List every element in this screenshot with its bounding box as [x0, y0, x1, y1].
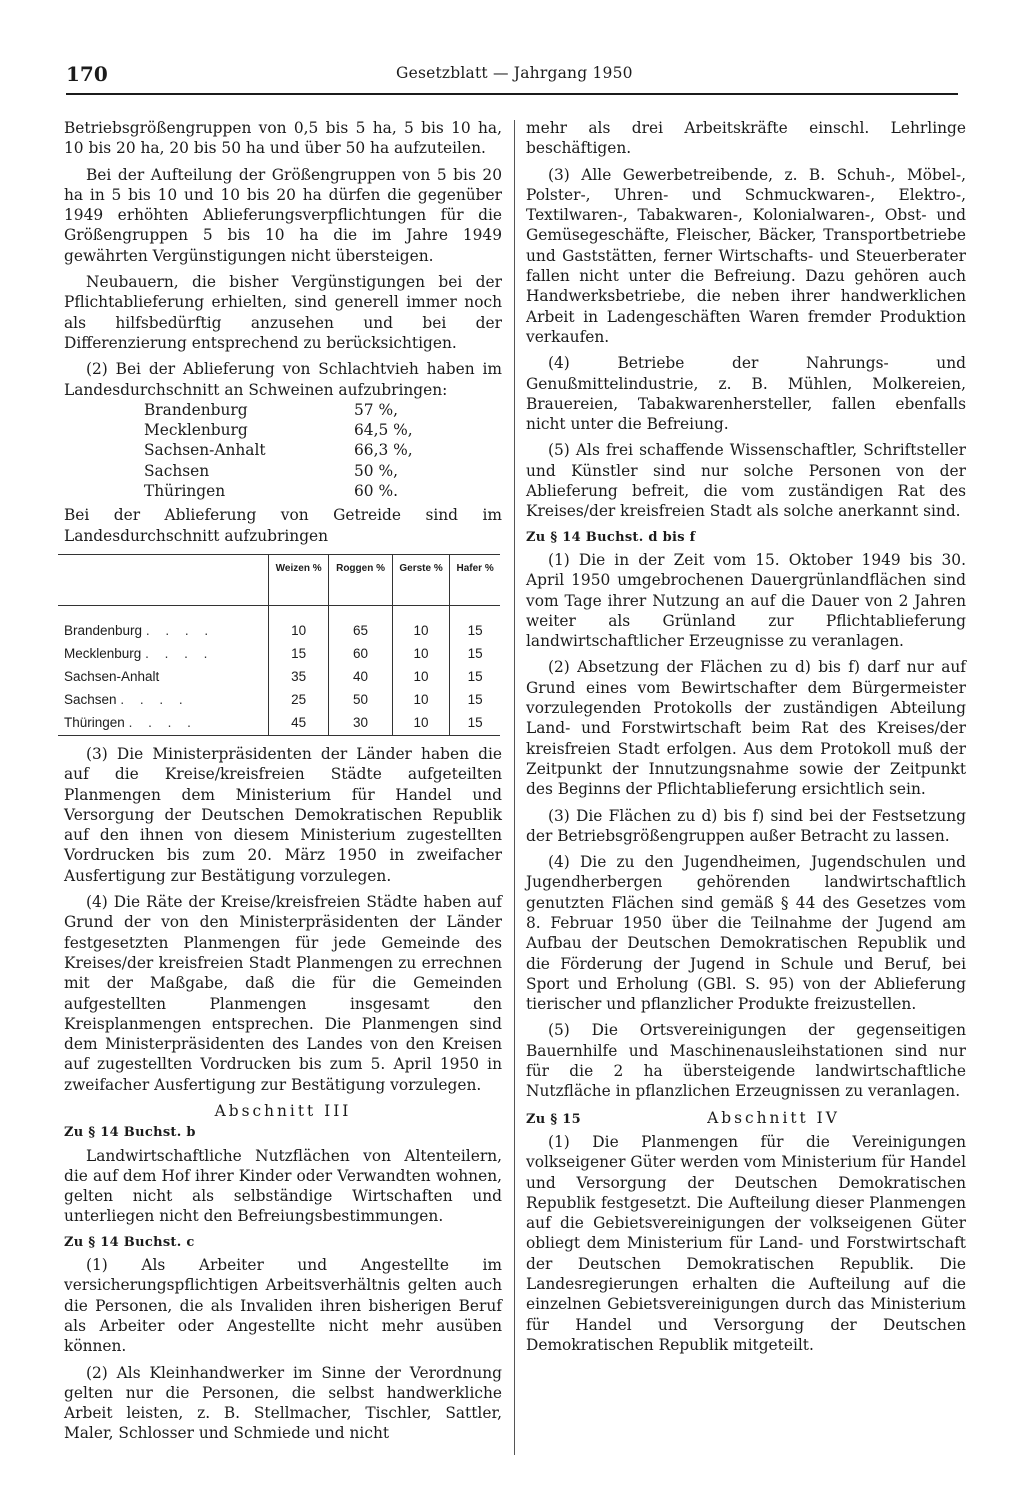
quota-value: 50 %,	[354, 461, 398, 480]
section-heading: Abschnitt III	[214, 1101, 352, 1120]
table-header-row	[58, 554, 500, 605]
page-header	[66, 62, 956, 92]
left-column	[64, 118, 502, 1450]
quota-value: 57 %,	[354, 400, 398, 419]
list-item	[144, 440, 502, 460]
paragraph: (2) Absetzung der Flächen zu d) bis f) darf nur auf Grund eines vom Bewirtschafter dem Bürgermeister vorzulegenden Protokolls der zuständigen Abteilung Land- und Forstwirtschaft beim Rat des Kreises/der kreisfreien Stadt erfolgen. Aus dem Protokoll muß der Zeitpunkt der Innutzungsnahme sowie der Zeitpunkt des Beginns der Pflichtablieferung ersichtlich sein.	[526, 658, 966, 799]
section-heading-row	[526, 1108, 966, 1130]
table-cell: 65	[329, 605, 393, 643]
land-name: Mecklenburg	[64, 646, 142, 662]
table-cell-land	[58, 643, 269, 666]
table-cell: 60	[329, 643, 393, 666]
table-cell: 10	[392, 605, 449, 643]
table-cell: 15	[450, 712, 500, 736]
paragraph: (3) Alle Gewerbetreibende, z. B. Schuh-, Möbel-, Polster-, Uhren- und Schmuckwaren-, Elektro-, Textilwaren-, Tabakwaren-, Kolonialwaren-, Obst- und Gemüsegeschäfte, Fleischer, Bäcker, Transportbetriebe und Gaststätten, ferner Wirtschafts- und Steuerberater fallen nicht unter die Befreiung. Dazu gehören auch Handwerksbetriebe, die neben ihrer handwerklichen Arbeit in Ladengeschäften Waren fremder Produktion verkaufen.	[526, 165, 966, 346]
paragraph: (5) Als frei schaffende Wissenschaftler, Schriftsteller und Künstler sind nur solche Personen von der Ablieferung befreit, die vom zuständigen Rat des Kreises/der kreisfreien Stadt als solche anerkannt sind.	[526, 441, 966, 521]
land-name: Thüringen	[64, 715, 125, 731]
leader-dots: . . . .	[145, 623, 215, 639]
land-name: Sachsen	[64, 692, 117, 708]
table-header-cell: Weizen %	[269, 554, 329, 605]
paragraph: Landwirtschaftliche Nutzflächen von Altenteilern, die auf dem Hof ihrer Kinder oder Verwandten wohnen, gelten nicht als selbständige Wirtschaften und unterliegen nicht den Befreiungsbestimmungen.	[64, 1146, 502, 1226]
section-heading: Abschnitt IV	[707, 1108, 840, 1127]
quota-value: 66,3 %,	[354, 441, 413, 460]
quota-value: 64,5 %,	[354, 421, 413, 440]
paragraph: Bei der Ablieferung von Getreide sind im Landesdurchschnitt aufzubringen	[64, 506, 502, 545]
table-header-cell: Roggen %	[329, 554, 393, 605]
table-cell: 50	[329, 689, 393, 712]
sub-heading: Zu § 14 Buchst. b	[64, 1125, 196, 1141]
table-cell-land	[58, 712, 269, 736]
table-cell: 10	[392, 643, 449, 666]
list-item	[144, 420, 502, 440]
quota-land: Sachsen	[144, 461, 210, 480]
table-cell: 15	[450, 689, 500, 712]
paragraph: mehr als drei Arbeitskräfte einschl. Lehrlinge beschäftigen.	[526, 119, 966, 158]
paragraph: (3) Die Flächen zu d) bis f) sind bei der Festsetzung der Betriebsgrößengruppen außer Betracht zu lassen.	[526, 806, 966, 845]
paragraph: (1) Als Arbeiter und Angestellte im versicherungspflichtigen Arbeitsverhältnis gelten auch die Personen, die als Invaliden ihren bisherigen Beruf als Arbeiter oder Angestellte nicht mehr ausüben können.	[64, 1256, 502, 1356]
table-cell: 45	[269, 712, 329, 736]
page-number: 170	[66, 62, 108, 86]
table-row	[58, 643, 500, 666]
paragraph: (4) Die zu den Jugendheimen, Jugendschulen und Jugendherbergen gehörenden landwirtschaftlich genutzten Flächen sind gemäß § 44 des Gesetzes vom 8. Februar 1950 über die Teilnahme der Jugend am Aufbau der Deutschen Demokratischen Republik und die Förderung der Jugend in Schule und Beruf, bei Sport und Erholung (GBl. S. 95) von der Ablieferung tierischer und pflanzlicher Produkte freizustellen.	[526, 853, 966, 1014]
leader-dots: . . . .	[128, 715, 197, 731]
table-row	[58, 666, 500, 689]
sub-heading: Zu § 14 Buchst. c	[64, 1234, 195, 1250]
paragraph: (2) Als Kleinhandwerker im Sinne der Verordnung gelten nur die Personen, die selbst handwerkliche Arbeit leisten, z. B. Stellmacher, Tischler, Sattler, Maler, Schlosser und Schmiede und nicht	[64, 1363, 502, 1443]
leader-dots: . . . .	[120, 692, 189, 708]
table-row	[58, 605, 500, 643]
table-cell: 10	[392, 712, 449, 736]
table-header-cell	[58, 554, 269, 605]
paragraph: (4) Betriebe der Nahrungs- und Genußmittelindustrie, z. B. Mühlen, Molkereien, Brauereien, Tabakwarenhersteller, fallen ebenfalls nicht unter die Befreiung.	[526, 354, 966, 434]
sub-heading: Zu § 14 Buchst. d bis f	[526, 529, 696, 545]
table-cell: 15	[450, 643, 500, 666]
land-name: Sachsen-Anhalt	[64, 669, 160, 685]
paragraph: (3) Die Ministerpräsidenten der Länder haben die auf die Kreise/kreisfreien Städte aufgeteilten Planmengen dem Ministerium für Handel und Versorgung der Deutschen Demokratischen Republik auf den ihnen von diesem Ministerium zugestellten Vordrucken bis zum 20. März 1950 in zweifacher Ausfertigung zur Bestätigung vorzulegen.	[64, 744, 502, 885]
table-cell: 30	[329, 712, 393, 736]
header-rule	[66, 93, 958, 95]
paragraph: (2) Bei der Ablieferung von Schlachtvieh haben im Landesdurchschnitt an Schweinen aufzubringen:	[64, 360, 502, 399]
table-row	[58, 712, 500, 736]
land-name: Brandenburg	[64, 623, 143, 639]
list-item	[144, 400, 502, 420]
table-cell: 15	[269, 643, 329, 666]
table-header-cell: Hafer %	[450, 554, 500, 605]
quota-land: Sachsen-Anhalt	[144, 441, 266, 460]
paragraph: (5) Die Ortsvereinigungen der gegenseitigen Bauernhilfe und Maschinenausleihstationen sind nur für die 2 ha übersteigende landwirtschaftliche Nutzfläche in pflanzlichen Erzeugnissen zu veranlagen.	[526, 1021, 966, 1101]
leader-dots: . . . .	[145, 646, 214, 662]
paragraph: Neubauern, die bisher Vergünstigungen bei der Pflichtablieferung erhielten, sind generell immer noch als hilfsbedürftig anzusehen und bei der Differenzierung entsprechend zu berücksichtigen.	[64, 273, 502, 352]
table-cell: 15	[450, 605, 500, 643]
table-cell: 10	[392, 689, 449, 712]
running-head: Gesetzblatt — Jahrgang 1950	[396, 64, 633, 82]
quota-value: 60 %.	[354, 482, 398, 501]
table-cell-land	[58, 605, 269, 643]
paragraph: (1) Die Planmengen für die Vereinigungen volkseigener Güter werden vom Ministerium für Handel und Versorgung der Deutschen Demokratischen Republik festgesetzt. Die Aufteilung dieser Planmengen auf die Gebietsvereinigungen der volkseigenen Güter obliegt dem Ministerium für Land- und Forstwirtschaft der Deutschen Demokratischen Republik. Die Landesregierungen erhalten die Aufteilung auf die einzelnen Gebietsvereinigungen durch das Ministerium für Handel und Versorgung der Deutschen Demokratischen Republik mitgeteilt.	[526, 1132, 966, 1354]
list-item	[144, 481, 502, 501]
sub-heading: Zu § 15	[526, 1111, 581, 1127]
table-cell: 40	[329, 666, 393, 689]
table-cell: 25	[269, 689, 329, 712]
table-cell: 10	[392, 666, 449, 689]
table-cell: 15	[450, 666, 500, 689]
quota-land: Thüringen	[144, 482, 226, 501]
table-cell: 10	[269, 605, 329, 643]
quota-land: Brandenburg	[144, 400, 248, 419]
table-cell-land	[58, 666, 269, 689]
table-row	[58, 689, 500, 712]
table-cell-land	[58, 689, 269, 712]
table-cell: 35	[269, 666, 329, 689]
paragraph: Bei der Aufteilung der Größengruppen von 5 bis 20 ha in 5 bis 10 und 10 bis 20 ha dürfen die gegenüber 1949 erhöhten Ablieferungsverpflichtungen für die Größengruppen 5 bis 10 ha die im Jahre 1949 gewährten Vergünstigungen nicht übersteigen.	[64, 165, 502, 265]
paragraph: (1) Die in der Zeit vom 15. Oktober 1949 bis 30. April 1950 umgebrochenen Dauergrünlandflächen sind vom Tage ihrer Nutzung an auf die Dauer von 2 Jahren weiter als Grünland zur Pflichtablieferung landwirtschaftlicher Erzeugnisse zu veranlagen.	[526, 550, 966, 651]
grain-quota-table	[58, 554, 500, 736]
pig-quota-list	[144, 400, 502, 501]
quota-land: Mecklenburg	[144, 421, 248, 440]
paragraph: Betriebsgrößengruppen von 0,5 bis 5 ha, 5 bis 10 ha, 10 bis 20 ha, 20 bis 50 ha und über 50 ha aufzuteilen.	[64, 119, 502, 158]
table-header-cell: Gerste %	[392, 554, 449, 605]
right-column	[526, 118, 966, 1361]
paragraph: (4) Die Räte der Kreise/kreisfreien Städte haben auf Grund der von den Ministerpräsidenten der Länder festgesetzten Planmengen für jede Gemeinde des Kreises/der kreisfreien Stadt Planmengen zu errechnen mit der Maßgabe, daß die für die Gemeinden aufgestellten Planmengen insgesamt den Kreisplanmengen entsprechen. Die Planmengen sind dem Ministerpräsidenten des Landes von den Kreisen auf zugestellten Vordrucken bis zum 5. April 1950 in zweifacher Ausfertigung zur Bestätigung vorzulegen.	[64, 893, 502, 1094]
list-item	[144, 461, 502, 481]
column-divider	[514, 120, 515, 1455]
